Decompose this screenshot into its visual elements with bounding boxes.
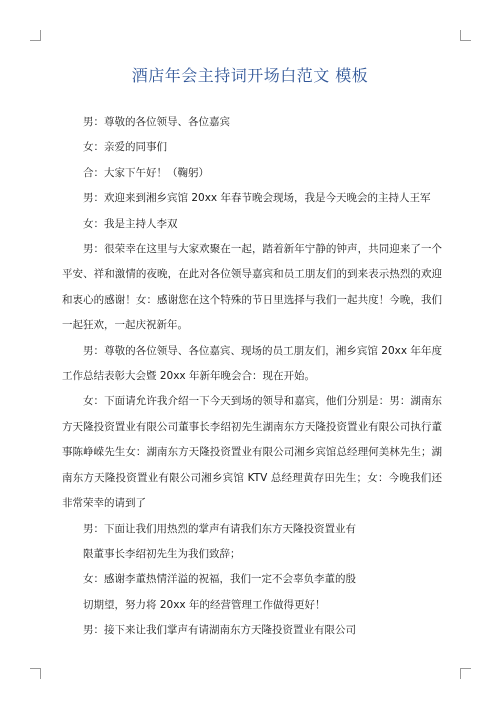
paragraph: 男：欢迎来到湘乡宾馆 20xx 年春节晚会现场，我是今天晚会的主持人王军 [83, 192, 431, 205]
crop-mark-top-right [460, 30, 471, 41]
paragraph: 限董事长李绍初先生为我们致辞； [83, 547, 241, 560]
paragraph: 女：感谢李董热情洋溢的祝福，我们一定不会辜负李董的殷 [83, 573, 356, 586]
paragraph: 女：下面请允许我介绍一下今天到场的领导和嘉宾，他们分别是：男：湖南东方天隆投资置业有限公司董事长李绍初先生湖南东方天隆投资置业有限公司执行董事陈峥嵘先生女：湖南东方天隆投资置业有限公司湘乡宾馆总经理何美林先生；湖南东方天隆投资置业有限公司湘乡宾馆 KTV 总经理黄存田先生；女：今晚我们还非常荣幸的请到了 [62, 395, 442, 510]
document-body [62, 110, 442, 644]
paragraph: 男：下面让我们用热烈的掌声有请我们东方天隆投资置业有 [83, 522, 356, 535]
paragraph: 男：尊敬的各位领导、各位嘉宾 [83, 116, 230, 128]
crop-mark-bottom-left [30, 668, 41, 679]
paragraph: 男：很荣幸在这里与大家欢聚在一起，踏着新年宁静的钟声，共同迎来了一个平安、祥和激情的夜晚，在此对各位领导嘉宾和员工朋友们的到来表示热烈的欢迎和衷心的感谢！女：感谢您在这个特殊的节日里选择与我们一起共度！今晚，我们一起狂欢，一起庆祝新年。 [62, 243, 442, 332]
paragraph: 男：接下来让我们掌声有请湖南东方天隆投资置业有限公司 [83, 624, 356, 637]
paragraph: 女：我是主持人李双 [83, 217, 178, 230]
document-title: 酒店年会主持词开场白范文 模板 [131, 66, 369, 85]
crop-mark-bottom-right [460, 668, 471, 679]
paragraph: 女：亲爱的同事们 [83, 141, 167, 154]
paragraph: 合：大家下午好！（鞠躬） [83, 166, 209, 179]
paragraph: 切期望，努力将 20xx 年的经营管理工作做得更好！ [83, 598, 326, 611]
paragraph: 男：尊敬的各位领导、各位嘉宾、现场的员工朋友们，湘乡宾馆 20xx 年年度工作总结表彰大会暨 20xx 年新年晚会合：现在开始。 [62, 344, 442, 383]
crop-mark-top-left [30, 30, 41, 41]
